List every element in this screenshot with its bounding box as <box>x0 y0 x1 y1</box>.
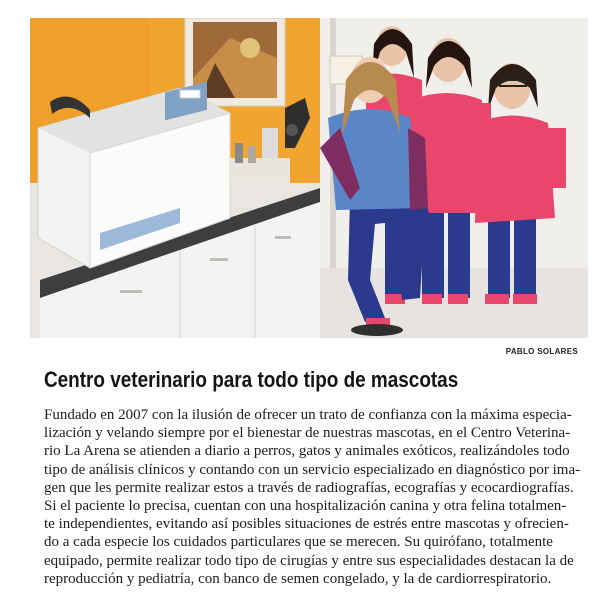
article-photo <box>30 18 588 338</box>
body-line: Si el paciente lo precisa, cuentan con una hospitalización canina y otra felina totalmen- <box>44 498 567 515</box>
body-line: reproducción y pediatría, con banco de semen congelado, y la de cardiorrespiratorio. <box>44 570 552 587</box>
body-line: gen que les permite realizar estos a través de radiografías, ecografías y ecocardiografías. <box>44 479 574 496</box>
body-line: te independientes, evitando así posibles situaciones de estrés entre mascotas y ofrecien- <box>44 516 569 533</box>
article-headline: Centro veterinario para todo tipo de mascotas <box>44 367 459 392</box>
photo-credit: PABLO SOLARES <box>505 347 578 356</box>
body-line: lización y velando siempre por el bienestar de nuestras mascotas, en el Centro Veterina- <box>44 425 571 442</box>
body-line: do a cada especie los cuidados particulares que se merecen. Su quirófano, totalmente <box>44 534 553 551</box>
body-line: Fundado en 2007 con la ilusión de ofrecer un trato de confianza con la máxima especia- <box>44 407 572 423</box>
body-line: rio La Arena se atienden a diario a perros, gatos y animales exóticos, realizándoles todo <box>44 443 570 460</box>
article-body <box>44 406 582 588</box>
body-line: tipo de análisis clínicos y contando con un servicio especializado en diagnóstico por ima- <box>44 461 581 478</box>
body-line: equipado, permite realizar todo tipo de cirugías y entre sus especialidades destacan la de <box>44 552 574 569</box>
